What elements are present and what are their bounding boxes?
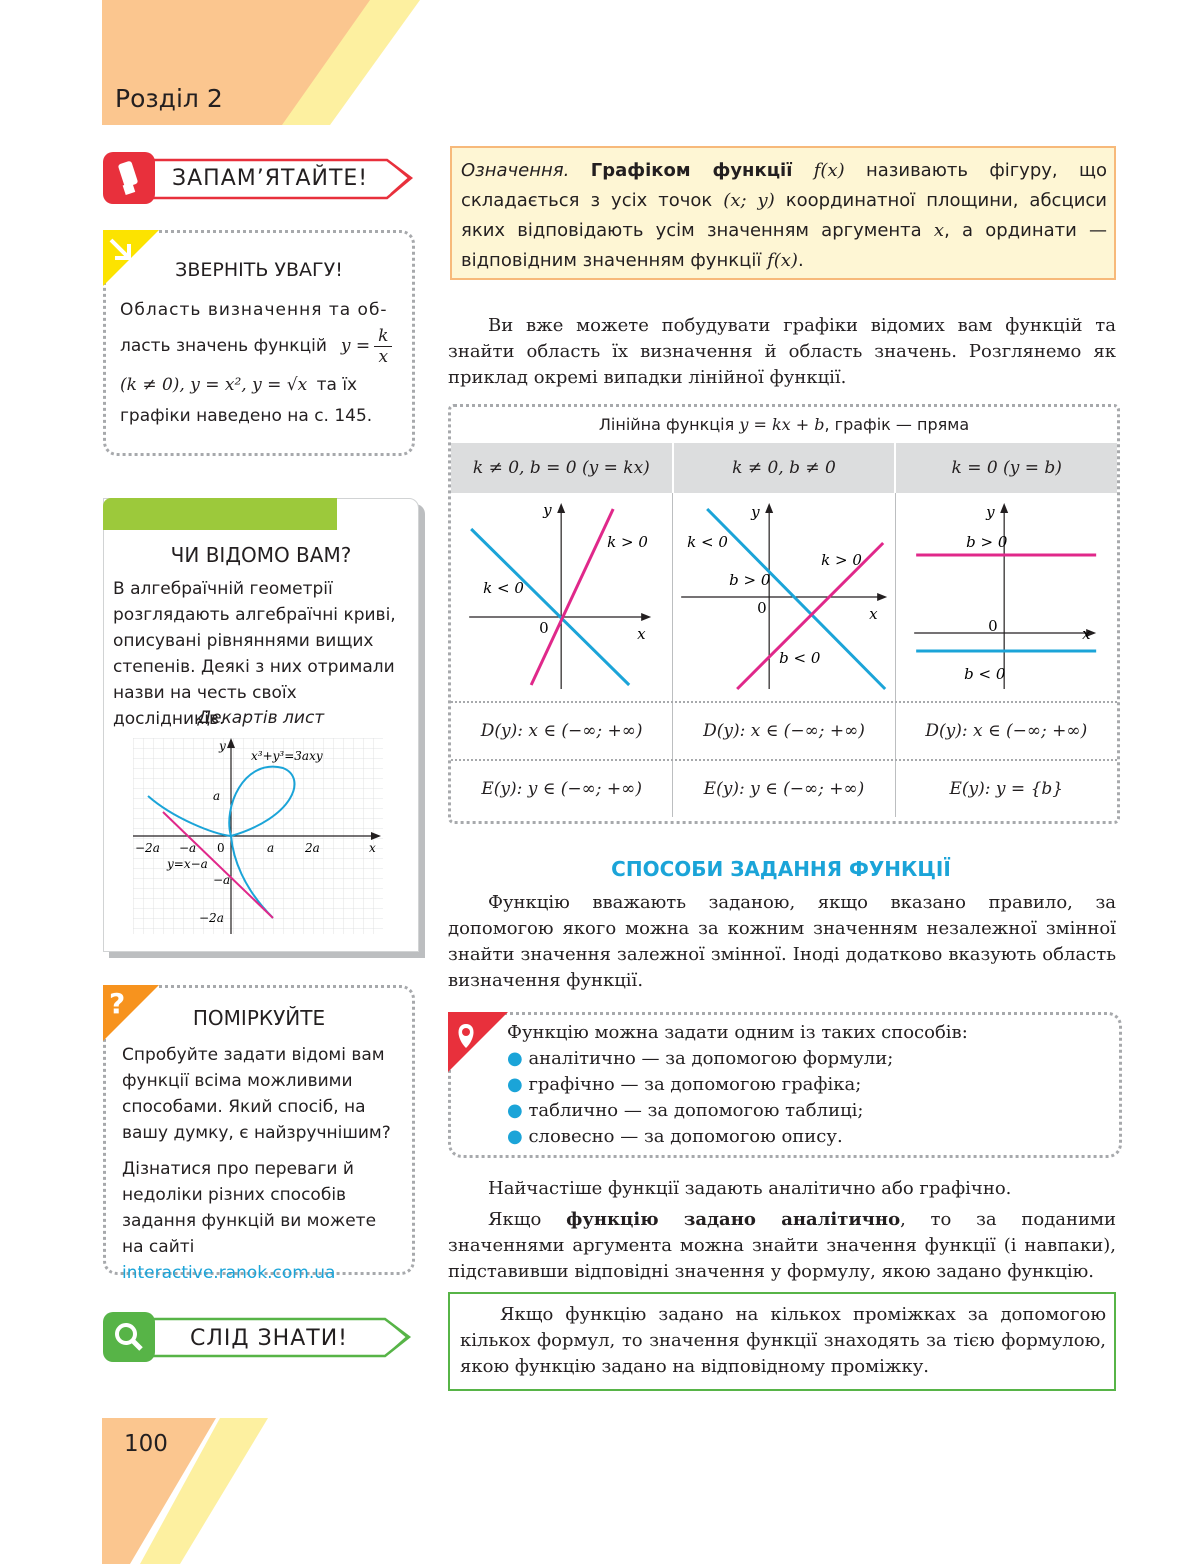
g1-kneg: k < 0 xyxy=(483,579,524,597)
g1-kpos: k > 0 xyxy=(607,533,648,551)
method-item-4: словесно — за допомогою опису. xyxy=(528,1126,843,1147)
think-title: ПОМІРКУЙТЕ xyxy=(192,1006,326,1030)
graph-label-zero: 0 xyxy=(217,841,225,855)
think-body xyxy=(122,1042,402,1286)
graph-label-a-y: a xyxy=(213,789,221,803)
descartes-folium-graph xyxy=(133,738,385,936)
range-cell-3: E(y): y = {b} xyxy=(949,779,1064,799)
attention-line2: ласть значень функцій xyxy=(120,335,327,356)
g2-bneg: b < 0 xyxy=(779,649,821,667)
g3-bneg: b < 0 xyxy=(963,665,1006,683)
attention-formula-y: y = xyxy=(340,335,371,356)
location-pin-icon xyxy=(448,1012,508,1072)
attention-body xyxy=(120,295,398,432)
graph-label-y: y xyxy=(219,739,226,753)
g2-kneg: k < 0 xyxy=(687,533,729,551)
analytic-bold: функцію задано аналітично xyxy=(566,1209,901,1230)
graph-label-neg-a: −a xyxy=(179,841,197,855)
attention-line4: графіки наведено на с. 145. xyxy=(120,406,373,426)
attention-line1: Область визначення та об- xyxy=(120,300,388,320)
g3-bpos: b > 0 xyxy=(965,533,1008,551)
range-cell-1: E(y): y ∈ (−∞; +∞) xyxy=(451,761,673,817)
method-item-2: графічно — за допомогою графіка; xyxy=(528,1074,862,1095)
remember-label: ЗАПАМ’ЯТАЙТЕ! xyxy=(172,166,369,191)
fraction-denominator: x xyxy=(378,346,389,367)
piecewise-note-text: Якщо функцію задано на кількох проміжках за допомогою кількох формул, то значення функції знаходять за тією формулою, якою функцію задано на відповідному проміжку. xyxy=(460,1304,1106,1377)
often-paragraph: Найчастіше функції задають аналітично або графічно. xyxy=(488,1178,1012,1199)
methods-list xyxy=(507,1020,1107,1150)
did-you-know-body: В алгебраїчній геометрії розглядають алгебраїчні криві, описувані рівняннями вищих степенів. Деякі з них отримали назви на честь своїх дослідників. xyxy=(113,579,396,729)
domain-cell-3: D(y): x ∈ (−∞; +∞) xyxy=(925,721,1088,741)
g2-x: x xyxy=(869,605,878,623)
think-paragraph-2: Дізнатися про переваги й недоліки різних способів задання функцій ви можете на сайті xyxy=(122,1159,377,1257)
table-header-1: k ≠ 0, b = 0 (y = kx) xyxy=(451,443,674,493)
must-know-label: СЛІД ЗНАТИ! xyxy=(190,1326,348,1351)
table-caption xyxy=(451,407,1117,443)
definition-t2: координатної площини, абсциси яких відповідають усім значенням аргумента xyxy=(461,190,1107,241)
g3-zero: 0 xyxy=(987,617,998,635)
g2-y: y xyxy=(751,503,760,521)
method-item-1: аналітично — за допомогою формули; xyxy=(528,1048,894,1069)
method-item-3: таблично — за допомогою таблиці; xyxy=(528,1100,864,1121)
graph-label-neg-2a: −2a xyxy=(135,841,160,855)
analytic-post: , то за поданими значеннями аргумента можна знайти значення функції (і навпаки), підставивши відповідні значення у формулу, якою задано функцію. xyxy=(448,1209,1116,1282)
g1-y: y xyxy=(543,501,552,519)
g1-zero: 0 xyxy=(539,619,549,637)
definition-t1: називають фігуру, що складається з усіх точок xyxy=(461,160,1107,211)
fraction-numerator: k xyxy=(374,326,392,347)
page-number: 100 xyxy=(124,1431,168,1457)
range-cell-2: E(y): y ∈ (−∞; +∞) xyxy=(673,761,895,817)
attention-title: ЗВЕРНІТЬ УВАГУ! xyxy=(175,259,343,281)
graph-label-eq: x³+y³=3axy xyxy=(251,749,323,763)
table-caption-pre: Лінійна функція xyxy=(598,415,735,434)
svg-text:?: ? xyxy=(109,987,126,1020)
bullet-icon: ● xyxy=(507,1126,523,1147)
graph-y-kx xyxy=(451,493,673,701)
g1-x: x xyxy=(637,625,646,643)
bullet-icon: ● xyxy=(507,1100,523,1121)
graph-y-b xyxy=(896,493,1117,701)
graph-label-2a-x: 2a xyxy=(305,841,320,855)
bullet-icon: ● xyxy=(507,1048,523,1069)
table-header-2: k ≠ 0, b ≠ 0 xyxy=(674,443,897,493)
think-paragraph-1: Спробуйте задати відомі вам функції всіма можливими способами. Який спосіб, на вашу думку, є найзручнішим? xyxy=(122,1045,391,1143)
graph-label-neg-a-y: −a xyxy=(213,873,231,887)
g3-x: x xyxy=(1081,625,1091,643)
graph-label-neg-2a-y: −2a xyxy=(199,911,224,925)
analytic-paragraph xyxy=(448,1207,1116,1285)
section-title: Розділ 2 xyxy=(115,84,223,113)
definition-bold: Графіком функції xyxy=(590,160,793,181)
graph-label-x: x xyxy=(369,841,376,855)
definition-end: . xyxy=(797,250,804,271)
did-you-know-tab xyxy=(103,498,337,530)
definition-t3: , а ординати — відповідним значенням функції xyxy=(461,220,1108,271)
figure-caption: Декартів лист xyxy=(197,708,325,728)
table-caption-eq: y = kx + b xyxy=(739,415,825,434)
g2-bpos: b > 0 xyxy=(729,571,771,589)
table-header-3: k = 0 (y = b) xyxy=(951,458,1062,478)
g3-y: y xyxy=(985,503,995,521)
definition-text xyxy=(461,156,1107,276)
table-caption-post: , графік — пряма xyxy=(824,415,970,434)
analytic-pre: Якщо xyxy=(488,1209,567,1230)
graph-label-line: y=x−a xyxy=(167,857,208,871)
g2-kpos: k > 0 xyxy=(821,551,863,569)
methods-heading: СПОСОБИ ЗАДАННЯ ФУНКЦІЇ xyxy=(611,857,951,881)
site-link[interactable]: interactive.ranok.com.ua xyxy=(122,1263,336,1283)
definition-fx: f(x) xyxy=(813,160,845,181)
intro-paragraph: Ви вже можете побудувати графіки відомих вам функцій та знайти область їх визначення й область значень. Розглянемо як приклад окремі випадки лінійної функції. xyxy=(448,315,1116,388)
methods-paragraph: Функцію вважають заданою, якщо вказано правило, за допомогою якого можна за кожним значенням незалежної змінної знайти значення залежної змінної. Іноді додатково вказують область визначення функції. xyxy=(448,892,1116,991)
did-you-know-title: ЧИ ВІДОМО ВАМ? xyxy=(170,543,352,567)
g2-zero: 0 xyxy=(757,599,768,617)
definition-x: x xyxy=(933,220,945,241)
graph-y-kx-b xyxy=(673,493,895,701)
attention-line3-suffix: та їх xyxy=(316,375,358,395)
domain-cell-2: D(y): x ∈ (−∞; +∞) xyxy=(673,703,895,759)
methods-intro: Функцію можна задати одним із таких способів: xyxy=(507,1022,968,1043)
definition-lead: Означення. xyxy=(461,160,570,181)
linear-function-table xyxy=(448,404,1120,824)
graph-label-a-x: a xyxy=(267,841,275,855)
bullet-icon: ● xyxy=(507,1074,523,1095)
attention-line3: (k ≠ 0), y = x², y = √x xyxy=(120,375,308,395)
definition-point: (x; y) xyxy=(723,190,775,211)
domain-cell-1: D(y): x ∈ (−∞; +∞) xyxy=(451,703,673,759)
definition-fx-2: f(x) xyxy=(767,250,798,271)
